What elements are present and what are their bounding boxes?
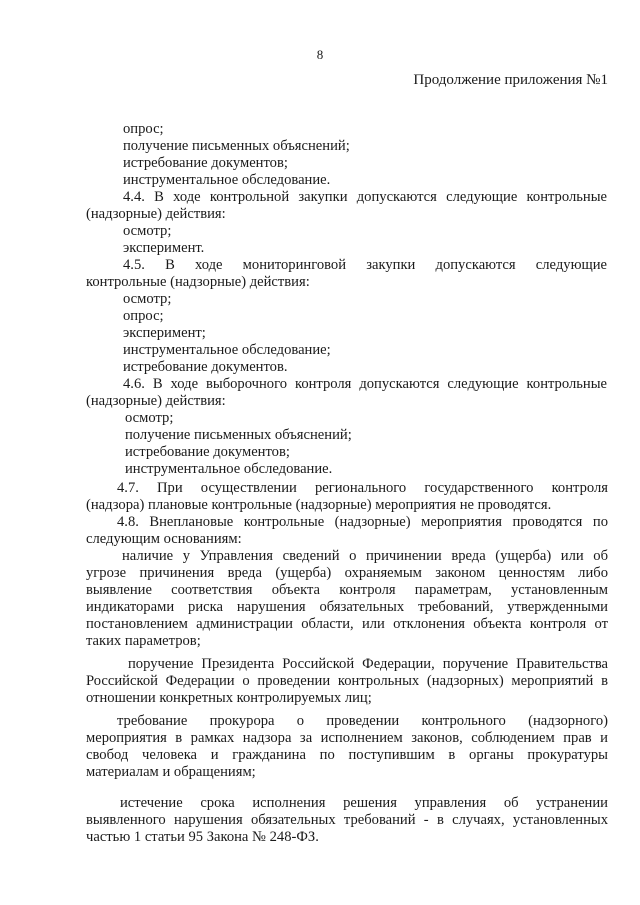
text-line: осмотр; [123, 223, 172, 239]
text-line: инструментальное обследование; [123, 342, 331, 358]
text-line: 4.6. В ходе выборочного контроля допускаются следующие контрольные [123, 376, 607, 392]
page-number: 8 [316, 47, 324, 62]
text-line: свобод человека и гражданина по поступившим в органы прокуратуры [86, 747, 608, 763]
text-line: мероприятия в рамках надзора за исполнением законов, соблюдением прав и [86, 730, 608, 746]
text-line: истребование документов. [123, 359, 288, 375]
text-line: истребование документов; [125, 444, 290, 460]
text-line: истребование документов; [123, 155, 288, 171]
text-line: осмотр; [125, 410, 174, 426]
text-line: выявленного нарушения обязательных требований - в случаях, установленных [86, 812, 608, 828]
text-line: 4.4. В ходе контрольной закупки допускаются следующие контрольные [123, 189, 607, 205]
text-line: индикаторами риска нарушения обязательных требований, утвержденными [86, 599, 608, 615]
text-line: угрозе причинения вреда (ущерба) охраняемым законом ценностям либо [86, 565, 608, 581]
text-line: получение письменных объяснений; [123, 138, 350, 154]
text-line: истечение срока исполнения решения управления об устранении [120, 795, 608, 811]
text-line: (надзора) плановые контрольные (надзорные) мероприятия не проводятся. [86, 497, 552, 513]
text-line: постановлением администрации области, или отклонения объекта контроля от [86, 616, 608, 632]
text-line: контрольные (надзорные) действия: [86, 274, 310, 290]
text-line: эксперимент. [123, 240, 205, 256]
text-line: опрос; [123, 308, 164, 324]
appendix-header: Продолжение приложения №1 [413, 72, 608, 88]
text-line: материалам и обращениям; [86, 764, 256, 780]
text-line: получение письменных объяснений; [125, 427, 352, 443]
text-line: выявление соответствия объекта контроля параметрам, установленным [86, 582, 608, 598]
text-line: наличие у Управления сведений о причинении вреда (ущерба) или об [122, 548, 608, 564]
text-line: частью 1 статьи 95 Закона № 248-ФЗ. [86, 829, 319, 845]
text-line: (надзорные) действия: [86, 393, 226, 409]
text-line: поручение Президента Российской Федерации, поручение Правительства [128, 656, 608, 672]
text-line: (надзорные) действия: [86, 206, 226, 222]
text-line: таких параметров; [86, 633, 201, 649]
text-line: 4.5. В ходе мониторинговой закупки допускаются следующие [123, 257, 607, 273]
text-line: 4.8. Внеплановые контрольные (надзорные) мероприятия проводятся по [117, 514, 608, 530]
text-line: требование прокурора о проведении контрольного (надзорного) [117, 713, 608, 729]
text-line: 4.7. При осуществлении регионального государственного контроля [117, 480, 608, 496]
text-line: отношении конкретных контролируемых лиц; [86, 690, 372, 706]
text-line: Российской Федерации о проведении контрольных (надзорных) мероприятий в [86, 673, 608, 689]
text-line: осмотр; [123, 291, 172, 307]
text-line: инструментальное обследование. [123, 172, 331, 188]
text-line: опрос; [123, 121, 164, 137]
text-line: следующим основаниям: [86, 531, 242, 547]
text-line: инструментальное обследование. [125, 461, 333, 477]
text-line: эксперимент; [123, 325, 206, 341]
